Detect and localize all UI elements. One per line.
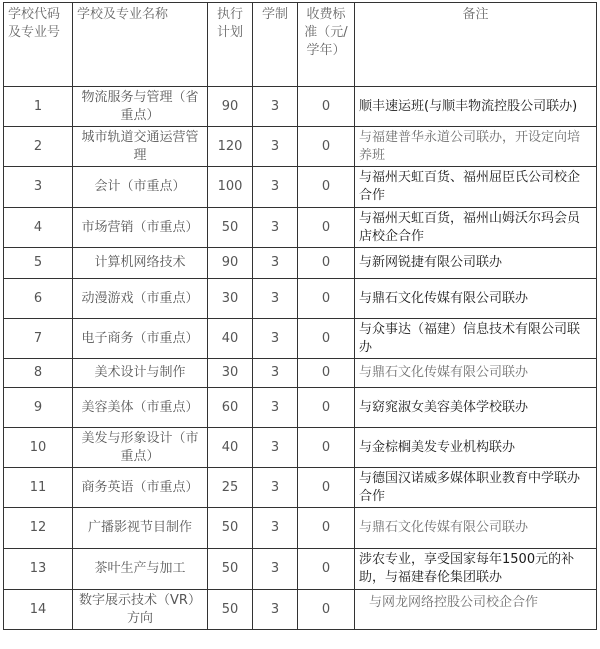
cell-years: 3: [253, 468, 298, 508]
cell-years: 3: [253, 248, 298, 279]
cell-code: 1: [4, 87, 73, 127]
cell-name: 动漫游戏（市重点）: [73, 279, 208, 319]
header-plan: 执行计划: [208, 3, 253, 87]
table-row: [4, 208, 597, 248]
cell-code: 13: [4, 549, 73, 590]
cell-note: 与鼎石文化传媒有限公司联办: [355, 359, 597, 388]
header-school-code: 学校代码及专业号: [4, 3, 73, 87]
header-row: [4, 3, 597, 87]
cell-code: 14: [4, 590, 73, 630]
table-row: [4, 388, 597, 428]
cell-fee: 0: [298, 549, 355, 590]
cell-name: 城市轨道交通运营管理: [73, 127, 208, 167]
cell-note: 与网龙网络控股公司校企合作: [355, 590, 597, 630]
cell-fee: 0: [298, 279, 355, 319]
cell-code: 7: [4, 319, 73, 359]
header-note: 备注: [355, 3, 597, 87]
cell-note: 与福州天虹百货、福州屈臣氏公司校企合作: [355, 167, 597, 208]
cell-code: 3: [4, 167, 73, 208]
cell-name: 茶叶生产与加工: [73, 549, 208, 590]
cell-plan: 120: [208, 127, 253, 167]
cell-fee: 0: [298, 388, 355, 428]
cell-years: 3: [253, 87, 298, 127]
cell-name: 物流服务与管理（省重点）: [73, 87, 208, 127]
cell-code: 9: [4, 388, 73, 428]
cell-fee: 0: [298, 468, 355, 508]
cell-name: 美发与形象设计（市重点）: [73, 428, 208, 468]
cell-years: 3: [253, 208, 298, 248]
cell-years: 3: [253, 319, 298, 359]
cell-note: 与金棕榈美发专业机构联办: [355, 428, 597, 468]
cell-fee: 0: [298, 208, 355, 248]
cell-years: 3: [253, 359, 298, 388]
cell-plan: 90: [208, 248, 253, 279]
cell-fee: 0: [298, 87, 355, 127]
cell-plan: 40: [208, 319, 253, 359]
cell-code: 8: [4, 359, 73, 388]
cell-years: 3: [253, 279, 298, 319]
table-row: [4, 167, 597, 208]
table-row: [4, 508, 597, 549]
cell-name: 美容美体（市重点）: [73, 388, 208, 428]
cell-note: 顺丰速运班(与顺丰物流控股公司联办): [355, 87, 597, 127]
cell-note: 与德国汉诺威多媒体职业教育中学联办合作: [355, 468, 597, 508]
cell-name: 会计（市重点）: [73, 167, 208, 208]
cell-name: 商务英语（市重点）: [73, 468, 208, 508]
table-row: [4, 549, 597, 590]
cell-name: 广播影视节目制作: [73, 508, 208, 549]
cell-code: 11: [4, 468, 73, 508]
cell-plan: 50: [208, 549, 253, 590]
table-row: [4, 359, 597, 388]
cell-plan: 100: [208, 167, 253, 208]
cell-name: 数字展示技术（VR）方向: [73, 590, 208, 630]
table-row: [4, 248, 597, 279]
cell-years: 3: [253, 428, 298, 468]
cell-fee: 0: [298, 167, 355, 208]
cell-years: 3: [253, 508, 298, 549]
cell-fee: 0: [298, 319, 355, 359]
header-school-name: 学校及专业名称: [73, 3, 208, 87]
cell-fee: 0: [298, 428, 355, 468]
cell-plan: 25: [208, 468, 253, 508]
cell-note: 与鼎石文化传媒有限公司联办: [355, 279, 597, 319]
cell-code: 10: [4, 428, 73, 468]
table-row: [4, 590, 597, 630]
cell-plan: 50: [208, 208, 253, 248]
cell-code: 4: [4, 208, 73, 248]
cell-name: 计算机网络技术: [73, 248, 208, 279]
cell-plan: 30: [208, 359, 253, 388]
table-row: [4, 279, 597, 319]
enrollment-plan-table: [3, 2, 597, 630]
cell-note: 与众事达（福建）信息技术有限公司联办: [355, 319, 597, 359]
cell-fee: 0: [298, 508, 355, 549]
cell-note: 涉农专业，享受国家每年1500元的补助，与福建春伦集团联办: [355, 549, 597, 590]
cell-plan: 50: [208, 508, 253, 549]
cell-note: 与窈窕淑女美容美体学校联办: [355, 388, 597, 428]
cell-years: 3: [253, 549, 298, 590]
cell-fee: 0: [298, 248, 355, 279]
table-row: [4, 468, 597, 508]
cell-note: 与福州天虹百货，福州山姆沃尔玛会员店校企合作: [355, 208, 597, 248]
cell-years: 3: [253, 388, 298, 428]
cell-code: 2: [4, 127, 73, 167]
cell-name: 美术设计与制作: [73, 359, 208, 388]
cell-name: 市场营销（市重点）: [73, 208, 208, 248]
cell-code: 12: [4, 508, 73, 549]
table-row: [4, 428, 597, 468]
table-row: [4, 319, 597, 359]
cell-note: 与福建普华永道公司联办，开设定向培养班: [355, 127, 597, 167]
cell-plan: 30: [208, 279, 253, 319]
cell-fee: 0: [298, 127, 355, 167]
cell-code: 5: [4, 248, 73, 279]
cell-plan: 50: [208, 590, 253, 630]
header-fee: 收费标准（元/学年）: [298, 3, 355, 87]
cell-code: 6: [4, 279, 73, 319]
cell-plan: 60: [208, 388, 253, 428]
table-row: [4, 127, 597, 167]
table-row: [4, 87, 597, 127]
cell-years: 3: [253, 167, 298, 208]
cell-plan: 90: [208, 87, 253, 127]
cell-note: 与新网锐捷有限公司联办: [355, 248, 597, 279]
cell-years: 3: [253, 127, 298, 167]
header-years: 学制: [253, 3, 298, 87]
cell-fee: 0: [298, 590, 355, 630]
cell-years: 3: [253, 590, 298, 630]
cell-fee: 0: [298, 359, 355, 388]
cell-plan: 40: [208, 428, 253, 468]
cell-name: 电子商务（市重点）: [73, 319, 208, 359]
cell-note: 与鼎石文化传媒有限公司联办: [355, 508, 597, 549]
